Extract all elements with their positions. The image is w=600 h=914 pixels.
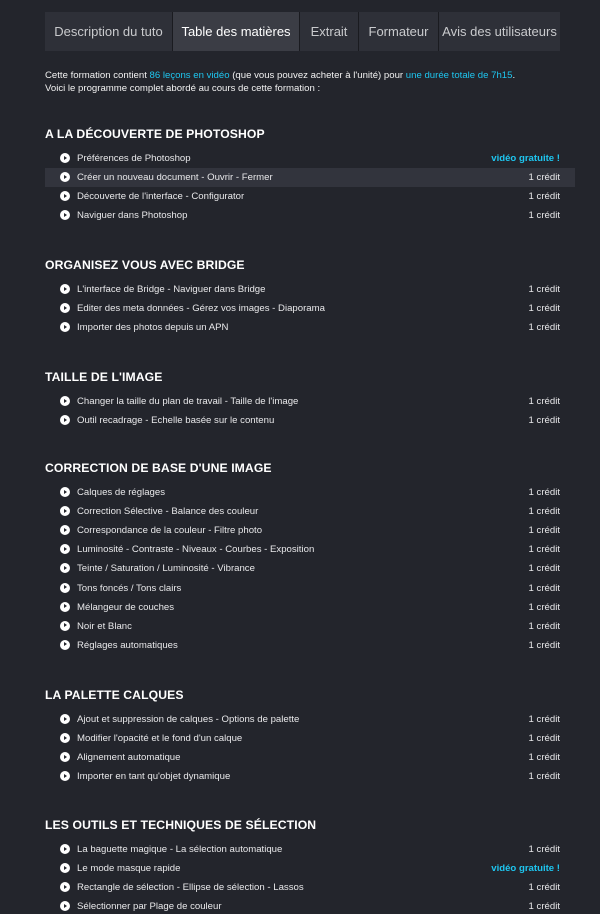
lesson-row[interactable] — [45, 392, 575, 411]
play-icon — [60, 303, 70, 313]
lesson-row[interactable] — [45, 636, 575, 655]
play-icon — [60, 714, 70, 724]
lesson-title[interactable]: Créer un nouveau document - Ouvrir - Fermer — [77, 172, 273, 184]
lesson-row[interactable] — [45, 149, 575, 168]
play-icon — [60, 153, 70, 163]
lesson-title[interactable]: Modifier l'opacité et le fond d'un calque — [77, 733, 243, 745]
play-icon — [60, 525, 70, 535]
lesson-title[interactable]: Changer la taille du plan de travail - Taille de l'image — [77, 396, 299, 407]
lesson-row[interactable] — [45, 483, 575, 502]
tab-trainer[interactable]: Formateur — [358, 12, 438, 51]
lesson-row[interactable] — [45, 540, 575, 559]
lesson-title[interactable]: Noir et Blanc — [77, 620, 132, 632]
intro-text — [45, 69, 565, 95]
lesson-row[interactable] — [45, 168, 575, 187]
tab-bar — [45, 12, 560, 51]
lesson-price: 1 crédit — [528, 191, 560, 203]
lesson-row[interactable] — [45, 521, 575, 540]
play-icon — [60, 284, 70, 294]
lesson-row[interactable] — [45, 598, 575, 617]
lesson-row[interactable] — [45, 299, 575, 318]
intro-part-3: . — [512, 70, 516, 81]
lesson-title[interactable]: Correction Sélective - Balance des couleur — [77, 506, 259, 518]
play-icon — [60, 602, 70, 612]
lesson-row[interactable] — [45, 840, 575, 859]
intro-part-1: Cette formation contient — [45, 70, 150, 81]
section-title: TAILLE DE L'IMAGE — [45, 370, 163, 384]
lesson-row[interactable] — [45, 710, 575, 729]
section-title: LES OUTILS ET TECHNIQUES DE SÉLECTION — [45, 818, 317, 832]
lesson-title[interactable]: Correspondance de la couleur - Filtre photo — [77, 525, 263, 537]
lesson-title[interactable]: Rectangle de sélection - Ellipse de sélection - Lassos — [77, 882, 304, 894]
section-title: CORRECTION DE BASE D'UNE IMAGE — [45, 461, 272, 475]
lesson-row[interactable] — [45, 318, 575, 337]
play-icon — [60, 752, 70, 762]
play-icon — [60, 172, 70, 182]
lesson-price: 1 crédit — [528, 620, 560, 632]
tab-table-of-contents[interactable]: Table des matières — [172, 12, 299, 51]
play-icon — [60, 487, 70, 497]
play-icon — [60, 544, 70, 554]
play-icon — [60, 583, 70, 593]
lesson-title[interactable]: Calques de réglages — [77, 487, 166, 498]
play-icon — [60, 210, 70, 220]
play-icon — [60, 640, 70, 650]
lesson-price: 1 crédit — [528, 601, 560, 613]
lesson-title[interactable]: Mélangeur de couches — [77, 601, 175, 613]
lesson-row[interactable] — [45, 206, 575, 225]
lesson-title[interactable]: Importer en tant qu'objet dynamique — [77, 771, 231, 783]
lesson-price: 1 crédit — [528, 639, 560, 651]
lesson-price: 1 crédit — [528, 582, 560, 594]
section-title: A LA DÉCOUVERTE DE PHOTOSHOP — [45, 127, 265, 141]
lesson-price: 1 crédit — [528, 714, 560, 725]
lesson-title[interactable]: Découverte de l'interface - Configurator — [77, 191, 245, 203]
play-icon — [60, 191, 70, 201]
lesson-row[interactable] — [45, 502, 575, 521]
lesson-price: 1 crédit — [528, 544, 560, 556]
lesson-title[interactable]: Alignement automatique — [77, 752, 181, 764]
lesson-row[interactable] — [45, 280, 575, 299]
intro-part-2: (que vous pouvez acheter à l'unité) pour — [229, 70, 406, 81]
play-icon — [60, 863, 70, 873]
lesson-title[interactable]: La baguette magique - La sélection automatique — [77, 844, 283, 855]
lesson-title[interactable]: Sélectionner par Plage de couleur — [77, 901, 222, 913]
lesson-title[interactable]: Luminosité - Contraste - Niveaux - Courbes - Exposition — [77, 544, 315, 556]
play-icon — [60, 506, 70, 516]
lesson-row[interactable] — [45, 617, 575, 636]
lesson-price: 1 crédit — [528, 506, 560, 518]
lesson-title[interactable]: Tons foncés / Tons clairs — [77, 582, 182, 594]
lesson-price: 1 crédit — [528, 901, 560, 913]
play-icon — [60, 771, 70, 781]
play-icon — [60, 563, 70, 573]
lesson-title[interactable]: Le mode masque rapide — [77, 863, 181, 875]
free-video-label: vidéo gratuite ! — [491, 863, 560, 875]
play-icon — [60, 322, 70, 332]
tab-user-reviews[interactable]: Avis des utilisateurs — [438, 12, 560, 51]
lesson-row[interactable] — [45, 897, 575, 914]
lesson-price: 1 crédit — [528, 771, 560, 783]
lesson-price: 1 crédit — [528, 882, 560, 894]
lesson-title[interactable]: Naviguer dans Photoshop — [77, 210, 188, 222]
lesson-price: 1 crédit — [528, 563, 560, 575]
lesson-title[interactable]: Importer des photos depuis un APN — [77, 322, 229, 334]
lesson-title[interactable]: Editer des meta données - Gérez vos images - Diaporama — [77, 303, 325, 315]
lesson-price: 1 crédit — [528, 844, 560, 855]
tab-description[interactable]: Description du tuto — [45, 12, 172, 51]
lesson-price: 1 crédit — [528, 303, 560, 315]
section-title: ORGANISEZ VOUS AVEC BRIDGE — [45, 258, 245, 272]
lesson-row[interactable] — [45, 187, 575, 206]
lesson-row[interactable] — [45, 767, 575, 786]
intro-line-2: Voici le programme complet abordé au cours de cette formation : — [45, 83, 321, 94]
lesson-title[interactable]: L'interface de Bridge - Naviguer dans Bridge — [77, 284, 266, 295]
intro-line-1 — [45, 69, 565, 82]
lesson-count-highlight: 86 leçons en vidéo — [149, 70, 230, 81]
lesson-title[interactable]: Outil recadrage - Echelle basée sur le contenu — [77, 415, 275, 427]
lesson-row[interactable] — [45, 859, 575, 878]
free-video-label: vidéo gratuite ! — [491, 153, 560, 164]
lesson-title[interactable]: Teinte / Saturation / Luminosité - Vibrance — [77, 563, 255, 575]
lesson-row[interactable] — [45, 559, 575, 578]
lesson-row[interactable] — [45, 411, 575, 430]
lesson-title[interactable]: Ajout et suppression de calques - Options de palette — [77, 714, 300, 725]
play-icon — [60, 621, 70, 631]
section-title: LA PALETTE CALQUES — [45, 688, 184, 702]
duration-highlight: une durée totale de 7h15 — [405, 70, 513, 81]
lesson-price: 1 crédit — [528, 525, 560, 537]
lesson-row[interactable] — [45, 579, 575, 598]
play-icon — [60, 882, 70, 892]
lesson-price: 1 crédit — [528, 415, 560, 427]
play-icon — [60, 733, 70, 743]
lesson-row[interactable] — [45, 748, 575, 767]
tab-extract[interactable]: Extrait — [299, 12, 358, 51]
lesson-title[interactable]: Préférences de Photoshop — [77, 153, 191, 164]
lesson-price: 1 crédit — [528, 172, 560, 184]
lesson-row[interactable] — [45, 878, 575, 897]
lesson-price: 1 crédit — [528, 284, 560, 295]
lesson-price: 1 crédit — [528, 733, 560, 745]
lesson-row[interactable] — [45, 729, 575, 748]
lesson-price: 1 crédit — [528, 322, 560, 334]
lesson-price: 1 crédit — [528, 487, 560, 498]
lesson-price: 1 crédit — [528, 396, 560, 407]
play-icon — [60, 396, 70, 406]
play-icon — [60, 844, 70, 854]
play-icon — [60, 415, 70, 425]
play-icon — [60, 901, 70, 911]
lesson-price: 1 crédit — [528, 210, 560, 222]
lesson-price: 1 crédit — [528, 752, 560, 764]
lesson-title[interactable]: Réglages automatiques — [77, 639, 178, 651]
